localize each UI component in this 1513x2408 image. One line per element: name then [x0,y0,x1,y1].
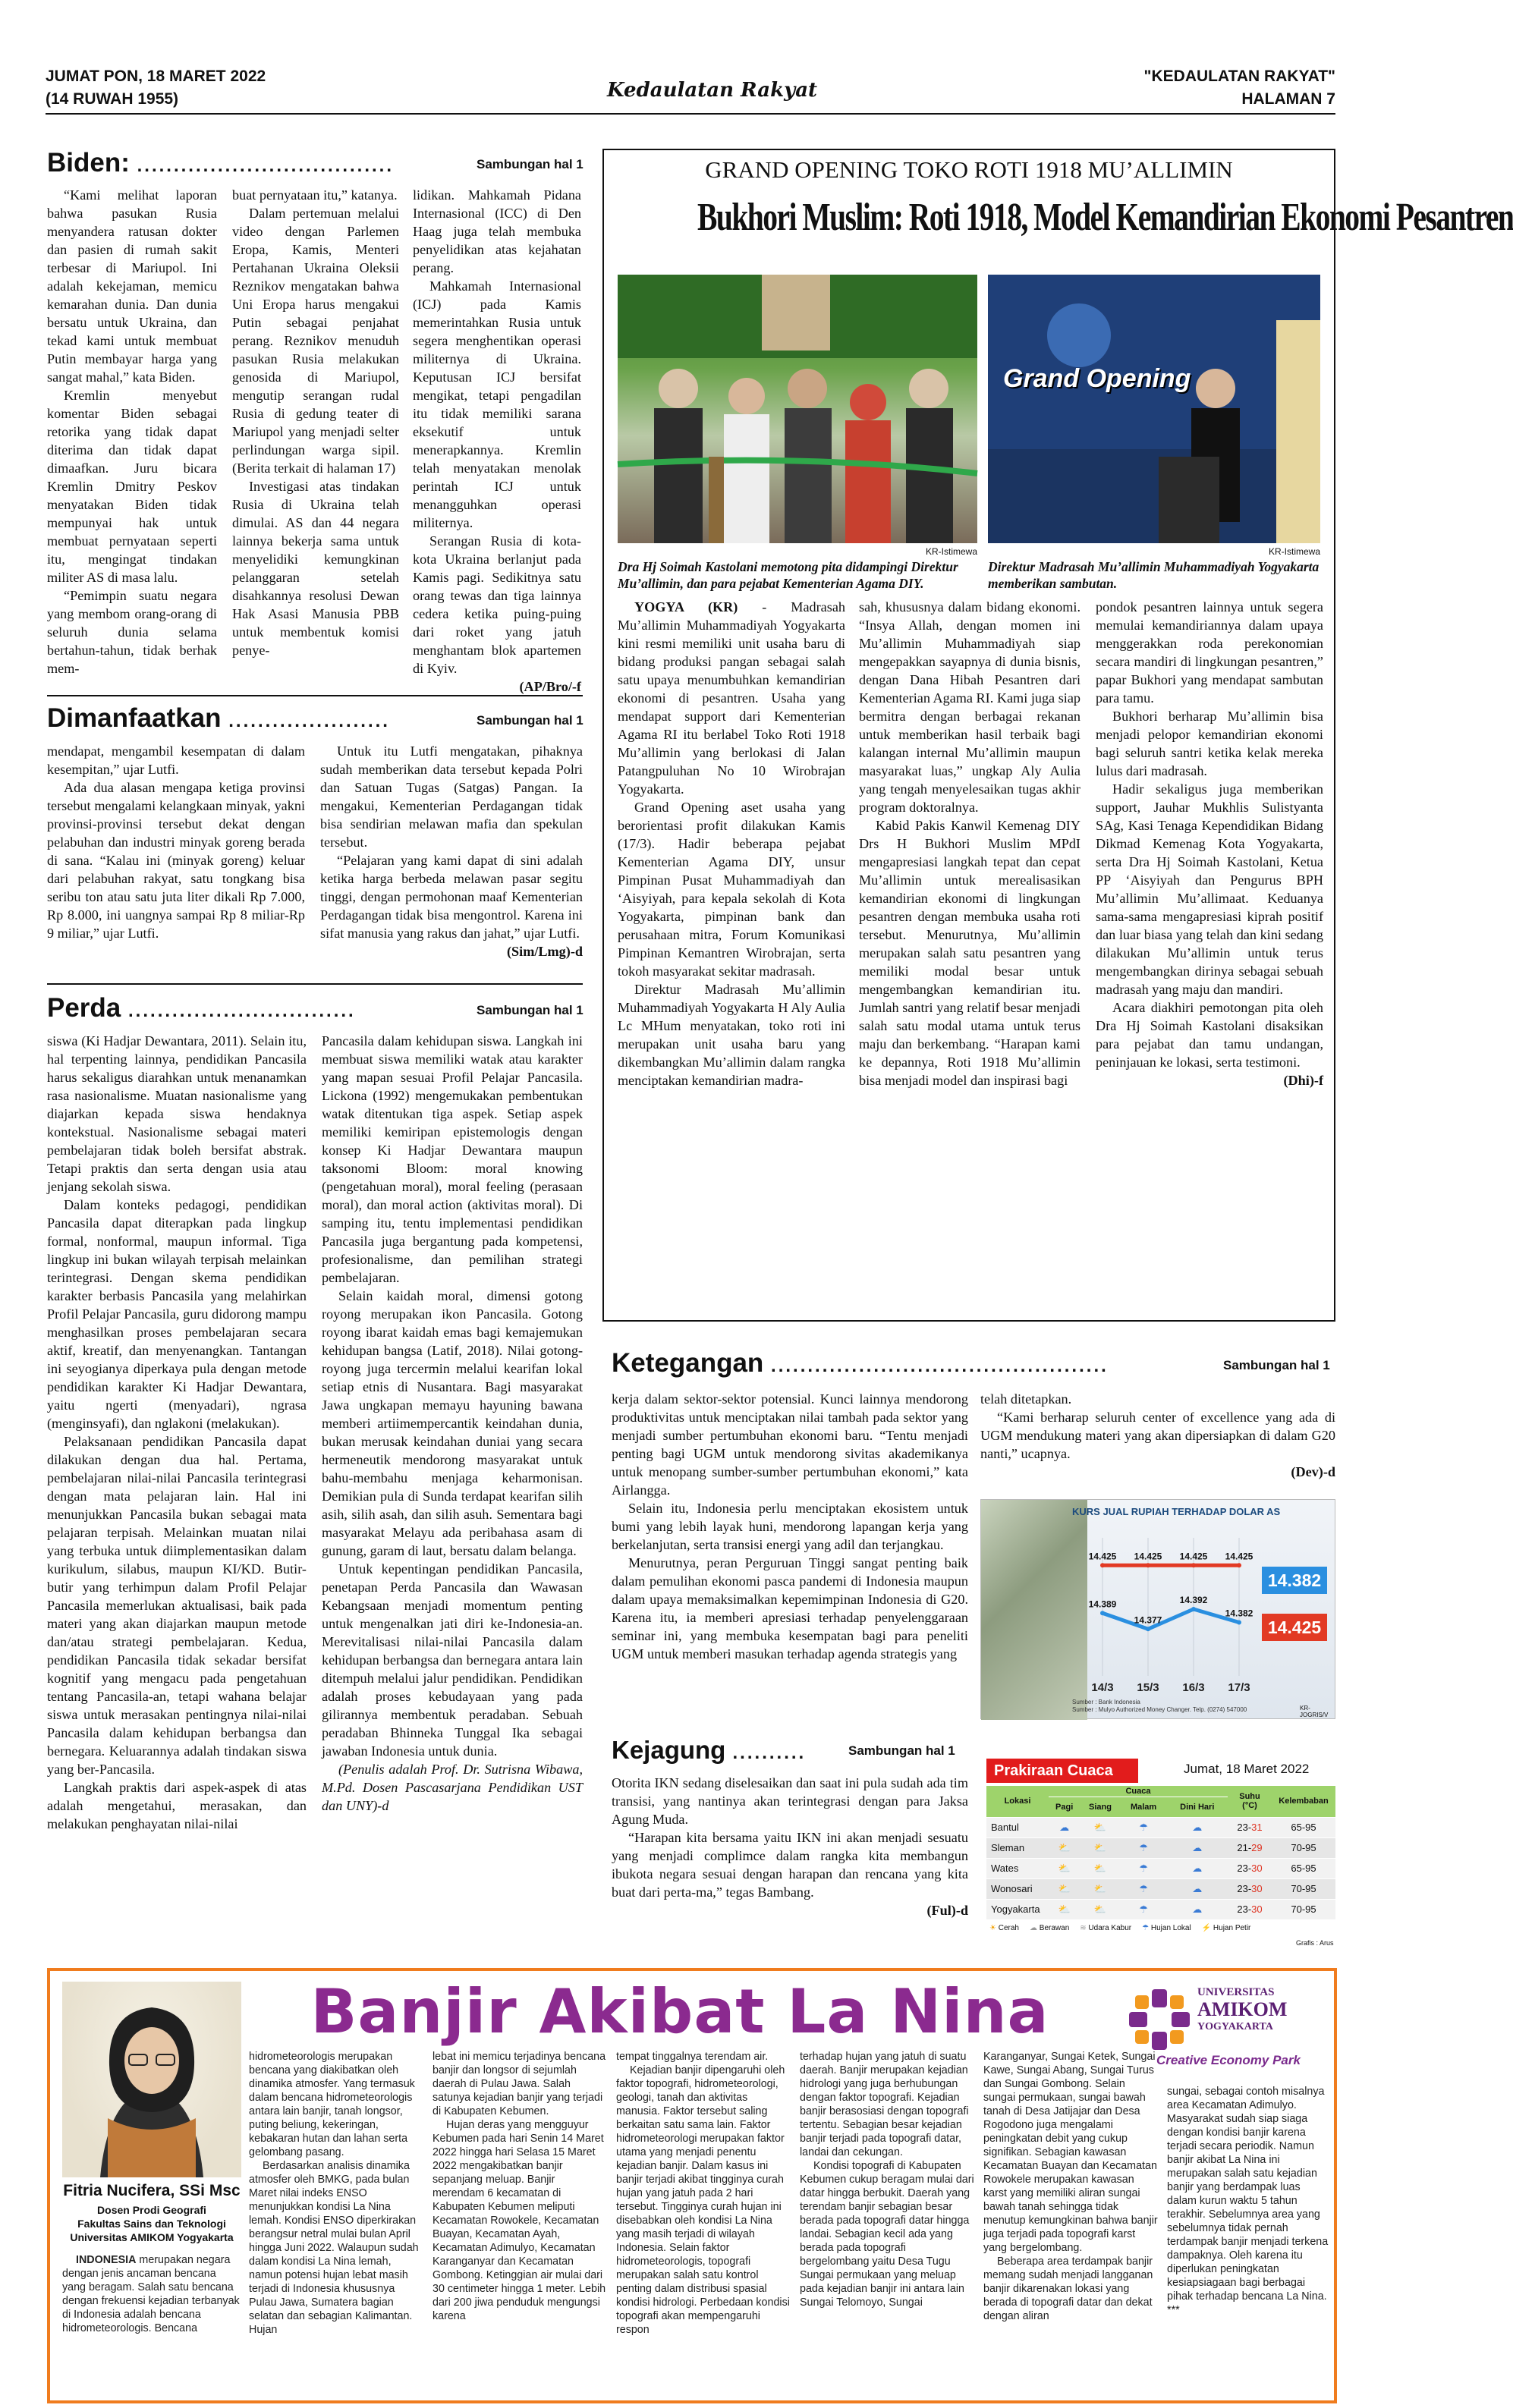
legend-berawan: ☁ Berawan [1030,1924,1070,1932]
biden-col-1 [47,186,217,690]
logo-tagline: Creative Economy Park [1156,2053,1301,2067]
paragraph: “Harapan kita bersama yaitu IKN ini akan menjadi sesuatu yang menjadi complimce dalam rangka kita membangun ibukota negara sesuai dengan harapan dan rencana yang kita buat dari perta-ma,” tegas Bambang. [612,1830,968,1900]
mc-rate-badge: 14.425 [1262,1614,1327,1641]
weather-icon: ☁ [1167,1837,1228,1858]
edition-date: JUMAT PON, 18 MARET 2022 [46,68,266,85]
header-dini: Dini Hari [1167,1797,1228,1817]
weather-icon: ⛅ [1080,1837,1120,1858]
weather-legend [989,1924,1250,1932]
weather-temp: 23-30 [1228,1878,1272,1899]
paragraph: Kejadian banjir dipengaruhi oleh faktor topografi, hidrometeorologi, geologi, tanah dan aktivitas manusia. Faktor tersebut saling berkaitan satu sama lain. Faktor hidrometeorologi merupakan faktor utama yang menjadi penentu kejadian banjir. Dalam kasus ini banjir terjadi akibat tingginya curah hujan yang jatuh pada 2 hari tersebut. Tingginya curah hujan ini disebabkan oleh kondisi La Nina yang masih terjadi di wilayah Indonesia. Selain faktor hidrometeorologis, topografi merupakan salah satu kontrol penting dalam distribusi spasial kondisi hidrologi. Perbedaan kondisi topografi akan mempengaruhi respon [616,2064,790,2336]
paragraph: siswa (Ki Hadjar Dewantara, 2011). Selain itu, hal terpenting lainnya, pendidikan Pancasila harus sekaligus diarahkan untuk menanamkan rasa nasionalisme. Muatan nasionalisme yang diajarkan kepada siswa hendaknya kontekstual. Nasionalisme sebagai materi pembelajaran tidak boleh bersifat abstrak. Tetapi praktis dan serta dengan usia atau jenjang sekolah siswa. [47,1033,307,1194]
byline-code: (Dhi)-f [1283,1073,1323,1088]
rain-icon: ☂ [1142,1924,1150,1932]
paragraph: Hadir sekaligus juga memberikan support, Jauhar Mukhlis Sulistyanta SAg, Kasi Tenaga Kependidikan Bidang Dikmad Kemenag Kota Yogyakarta, serta Dra Hj Soimah Kastolani, Ketua PP ‘Aisyiyah dan Pengurus BPH Mu’allimin Mu’allimaat. Keduanya sama-sama mengapresiasi kiprah positif dan luar biasa yang telah dan kini sedang dilakukan Mu’allimin untuk terus mengembangkan dirinya sebagai sebuah madrasah yang maju dan mandiri. [1096,781,1323,997]
x-tick-label: 14/3 [1091,1681,1114,1694]
legend-hujan: ☂ Hujan Lokal [1142,1924,1191,1932]
photo2-caption: Direktur Madrasah Mu’allimin Muhammadiyah Yogyakarta memberikan sambutan. [988,559,1320,591]
paragraph: Langkah praktis dari aspek-aspek di atas adalah mengetahui, merasakan, dan melakukan penghayatan nilai-nilai [47,1780,307,1831]
paragraph: kerja dalam sektor-sektor potensial. Kunci lainnya mendorong produktivitas untuk menciptakan nilai tambah pada sektor yang menjadi sumber pertumbuhan ekonomi baru. “Tentu menjadi penting bagi UGM untuk mendorong sivitas akademikanya untuk menopang sumber-sumber pertumbuhan ekonomi,” kata Airlangga. [612,1391,968,1498]
legend-cerah: ☀ Cerah [989,1924,1019,1932]
weather-location: Wonosari [986,1878,1049,1899]
dateline: YOGYA (KR) [634,599,738,615]
paragraph: lebat ini memicu terjadinya bencana banjir dan longsor di sejumlah daerah di Pulau Jawa. Salah satunya kejadian banjir yang terjadi di Kabupaten Kebumen. [433,2051,606,2117]
banner-text: Grand Opening [1003,364,1191,393]
weather-humidity: 65-95 [1272,1858,1335,1878]
weather-location: Yogyakarta [986,1899,1049,1919]
kejagung-kicker: Kejagung .......... [612,1736,807,1764]
weather-location: Sleman [986,1837,1049,1858]
sun-icon: ☀ [989,1924,996,1932]
data-label: 14.389 [1088,1599,1117,1610]
perda-col-1 [47,1032,307,1909]
dimanfaatkan-col-1 [47,742,305,970]
masthead-logo: Kedaulatan Rakyat [607,79,818,102]
author-affiliation [62,2203,241,2244]
weather-icon: ☁ [1167,1899,1228,1919]
header-malam: Malam [1121,1797,1167,1817]
weather-icon: ☂ [1121,1837,1167,1858]
header-cuaca: Cuaca [1049,1786,1228,1797]
paragraph: Beberapa area terdampak banjir memang sudah menjadi langganan banjir dikarenakan lokasi yang berada di topografi datar dan dekat dengan aliran [983,2256,1153,2322]
paragraph: Karanganyar, Sungai Ketek, Sungai Kawe, Sungai Abang, Sungai Turus dan Sungai Gombong. Selain sungai permukaan, sungai bawah tanah di Desa Jatijajar dan Desa Rogodono juga mengalami peningkatan debit yang cukup signifikan. Sebagian kawasan Kecamatan Buayan dan Kecamatan Rowokele merupakan kawasan karst yang memiliki aliran sungai bawah tanah sehingga tidak menutup kemungkinan bahwa banjir juga terjadi pada topografi karst yang bergelombang. [983,2051,1158,2254]
source-bi: Sumber : Bank Indonesia [1072,1699,1140,1705]
paragraph: Serangan Rusia di kota-kota Ukraina berlanjut pada Kamis pagi. Sedikitnya satu orang tewas dan tiga lainnya cedera ketika puing-puing dari roket yang jatuh menghantam blok apartemen di Kyiv. [413,533,581,676]
weather-icon: ☁ [1049,1817,1080,1837]
ad-intro [62,2253,241,2397]
data-label: 14.425 [1134,1551,1162,1562]
paragraph: terhadap hujan yang jatuh di suatu daerah. Banjir merupakan kejadian hidrologi yang juga berhubungan dengan faktor topografi. Kejadian banjir berasosiasi dengan topografi tertentu. Sebagian besar kejadian banjir terjadi pada topografi datar, landai dan cekungan. [800,2051,969,2158]
weather-icon: ⛅ [1049,1837,1080,1858]
paragraph [62,2253,241,2335]
ketegangan-sambungan: Sambungan hal 1 [1223,1358,1330,1372]
kurs-plot [981,1500,1336,1720]
byline-code: (AP/Bro/-f [519,679,581,694]
dimanfaatkan-sambungan: Sambungan hal 1 [477,713,583,728]
weather-humidity: 65-95 [1272,1817,1335,1837]
paragraph: Kremlin menyebut komentar Biden sebagai retorika yang tidak dapat diterima dan tidak dapat dimaafkan. Juru bicara Kremlin Dmitry Peskov menyatakan Biden tidak mempunyai hak untuk membuat pernyataan seperti itu, mengingat tindakan militer AS di masa lalu. [47,388,217,585]
ad-col-4 [800,2050,976,2399]
paragraph: tempat tinggalnya terendam air. [616,2051,769,2063]
kejagung-body [612,1774,968,1918]
paragraph: Investigasi atas tindakan Rusia di Ukraina telah dimulai. AS dan 44 negara lainnya bekerja sama untuk menyelidiki kemungkinan pelanggaran setelah disahkannya resolusi Dewan Hak Asasi Manusia PBB untuk membentuk komisi penye- [232,479,399,658]
author-portrait [62,1982,241,2177]
paragraph-text: merupakan negara dengan jenis ancaman bencana yang beragam. Salah satu bencana dengan frekuensi kejadian terbanyak di Indonesia adalah bencana hidrometeorologis. Bencana [62,2254,240,2334]
dropcap-word: INDONESIA [76,2254,137,2266]
ketegangan-col-2 [980,1390,1335,1496]
paragraph: Direktur Madrasah Mu’allimin Muhammadiyah Yogyakarta H Aly Aulia Lc MHum menyatakan, toko roti ini merupakan unit usaha baru yang dikembangkan Mu’allimin dalam rangka menciptakan kemandirian madra- [618,982,845,1088]
biden-kicker: Biden: ................................... [47,148,395,178]
x-tick-label: 17/3 [1228,1681,1250,1694]
paragraph: Acara diakhiri pemotongan pita oleh Dra Hj Soimah Kastolani disaksikan para pejabat dan tamu undangan, peninjauan ke lokasi, serta testimoni. [1096,1000,1323,1070]
data-label: 14.377 [1134,1614,1162,1626]
data-point [1100,1611,1105,1615]
paragraph: Pancasila dalam kehidupan siswa. Langkah ini membuat siswa memiliki watak atau karakter yang mapan sesuai Profil Pelajar Pancasila. Lickona (1992) mengemukakan pembentukan watak ditentukan tiga aspek. Setiap aspek memiliki kemiripan epistemologis dengan konsep Ki Hadjar Dewantara maupun taksonomi Bloom: moral knowing (pengetahuan moral), moral feeling (perasaan moral), dan moral action (aktivitas moral). Di samping itu, tentu implementasi pendidikan Pancasila juga bergantung pada kompetensi, profesionalisme, dan pemilihan strategi pembelajaran. [322,1033,583,1285]
paragraph: hidrometeorologis merupakan bencana yang diakibatkan oleh dinamika atmosfer. Yang termasuk dalam bencana hidrometeorologis antara lain banjir, tanah longsor, puting beliung, kekeringan, kebakaran hutan dan lahan serta gelombang pasang. [249,2051,415,2158]
header-pagi: Pagi [1049,1797,1080,1817]
paragraph: Berdasarkan analisis dinamika atmosfer oleh BMKG, pada bulan Maret nilai indeks ENSO menunjukkan kondisi La Nina lemah. Kondisi ENSO diperkirakan berangsur netral mulai bulan April hingga Juni 2022. Walaupun sudah dalam kondisi La Nina lemah, namun potensi hujan lebat masih terjadi di Indonesia khususnya Pulau Jawa, Sumatera bagian selatan dan sebagian Kalimantan. Hujan [249,2160,419,2336]
weather-icon: ⛅ [1049,1899,1080,1919]
data-label: 14.425 [1179,1551,1208,1562]
role-line: Dosen Prodi Geografi [97,2204,206,2216]
logo-line-1: UNIVERSITAS [1197,1986,1275,1998]
bi-rate-badge: 14.382 [1262,1567,1327,1594]
dimanfaatkan-kicker: Dimanfaatkan ...................... [47,703,390,733]
photo1-credit: KR-Istimewa [925,546,977,557]
series-line [1103,1609,1239,1629]
data-point [1146,1563,1150,1567]
advertorial-box [47,1968,1337,2403]
portrait-illustration [62,1982,241,2177]
header-suhu: Suhu (°C) [1228,1786,1272,1817]
paragraph: Ada dua alasan mengapa ketiga provinsi tersebut mengalami kelangkaan minyak, yakni provinsi-provinsi tersebut dekat dengan pelabuhan dan industri minyak goreng berada di sana. “Kalau ini (minyak goreng) keluar dari pelabuhan rakyat, satu tongkang bisa seribu ton atau satu juta liter dikali Rp 7.000, Rp 8.000, ini uangnya sampai Rp 8 miliar-Rp 9 miliar,” ujar Lutfi. [47,780,305,941]
data-point [1100,1563,1105,1567]
weather-title: Prakiraan Cuaca [986,1759,1138,1783]
weather-icon: ☂ [1121,1817,1167,1837]
cloud-icon: ☁ [1030,1924,1037,1932]
ad-col-6 [1167,2085,1329,2399]
weather-icon: ⛅ [1049,1858,1080,1878]
weather-widget [986,1759,1335,1938]
weather-table [986,1786,1335,1920]
paragraph: “Pelajaran yang kami dapat di sini adalah ketika harga berbeda melawan pasar segitu tinggi, dengan permohonan maaf Kementerian Perdagangan tidak bisa mengontrol. Karena ini sifat manusia yang rakus dan jahat,” ujar Lutfi. [320,853,583,941]
paragraph: Menurutnya, peran Perguruan Tinggi sangat penting baik dalam pemulihan ekonomi pasca pandemi di Indonesia maupun dalam upaya memaksimalkan kepemimpinan Indonesia di G20. Karena itu, ia memberi apresiasi terhadap penyelenggaraan seminar ini, yang membuka kesempatan bagi para peneliti UGM untuk memberi masukan terhadap agenda strategis yang [612,1555,968,1661]
logo-line-2: AMIKOM [1197,1998,1288,2020]
weather-icon: ⛅ [1080,1817,1120,1837]
paragraph: Kondisi topografi di Kabupaten Kebumen cukup beragam mulai dari datar hingga berbukit. Daerah yang terendam banjir sebagian besar berada pada topografi datar hingga landai. Sebagian kecil ada yang berada pada topografi bergelombang yaitu Desa Tugu Sungai permukaan yang meluap pada kejadian banjir ini antara lain Sungai Telomoyo, Sungai [800,2160,974,2309]
data-point [1191,1563,1196,1567]
weather-row [986,1878,1335,1899]
weather-row [986,1858,1335,1878]
ad-col-1 [249,2050,425,2399]
feature-col-1 [618,598,845,1312]
data-point [1237,1563,1241,1567]
weather-humidity: 70-95 [1272,1899,1335,1919]
legend-kabur: ≋ Udara Kabur [1080,1924,1132,1932]
author-note: (Penulis adalah Prof. Dr. Sutrisna Wibawa, M.Pd. Dosen Pascasarjana Pendidikan UST dan UNY)-d [322,1762,583,1813]
feature-headline: Bukhori Muslim: Roti 1918, Model Kemandirian Ekonomi Pesantren [697,196,1513,239]
paragraph: Selain kaidah moral, dimensi gotong royong merupakan ikon Pancasila. Gotong royong ibarat kaidah emas bagi kemajemukan kehidupan bangsa (Latif, 2018). Nilai gotong-royong juga tercermin melalui kearifan lokal setiap etnis di Nusantara. Bagi masyarakat Jawa ungkapan memayu hayuning bawana memberi artiimempercantik keindahan dunia, bukan merusak keindahan duniai yang secara hermeneutik mendorong masyarakat untuk bahu-membahu menjaga keharmonisan. Demikian pula di Sunda terdapat kearifan silih asih, silih asah, dan silih asuh. Sementara bagi masyarakat Melayu ada peribahasa asam di gunung, garam di laut, bersatu dalam belanga. [322,1288,583,1558]
ketegangan-col-1 [612,1390,968,1718]
feature-col-3 [1096,598,1323,1312]
data-point [1146,1627,1150,1631]
data-label: 14.425 [1225,1551,1253,1562]
data-label: 14.382 [1225,1608,1253,1619]
data-label: 14.392 [1179,1595,1208,1605]
dimanfaatkan-col-2 [320,742,583,970]
ad-col-2 [433,2050,609,2399]
biden-col-3 [413,186,581,717]
weather-temp: 21-29 [1228,1837,1272,1858]
paragraph: Dalam pertemuan melalui video dengan Parlemen Eropa, Kamis, Menteri Pertahanan Ukraina Oleksii Reznikov mengatakan bahwa Uni Eropa harus mengakui Putin sebagai penjahat perang. Reznikov menuduh pasukan Rusia melakukan genosida di Mariupol, mengutip serangan rudal Rusia di gedung teater di Mariupol yang menjadi selter perlindungan warga sipil. (Berita terkait di halaman 17) [232,206,399,476]
perda-kicker: Perda ............................... [47,993,356,1023]
paragraph: Grand Opening aset usaha yang berorientasi profit dilakukan Kamis (17/3). Hadir beberapa pejabat Kementerian Agama DIY, unsur Pimpinan Pusat Muhammadiyah dan ‘Aisyiyah, para kepala sekolah di Kota Yogyakarta, pimpinan bank dan perusahaan mitra, Forum Komunikasi Pimpinan Kemantren Wirobrajan, serta tokoh masyarakat sekitar madrasah. [618,800,845,979]
page-number: HALAMAN 7 [1241,90,1335,108]
paragraph: mendapat, mengambil kesempatan di dalam kesempitan,” ujar Lutfi. [47,743,305,777]
paragraph: Bukhori berharap Mu’allimin bisa menjadi pelopor kemandirian ekonomi bagi seluruh santri ketika kelak mereka lulus dari madrasah. [1096,709,1323,778]
role-line: Universitas AMIKOM Yogyakarta [70,2231,234,2243]
paragraph: buat pernyataan itu,” katanya. [232,187,398,203]
header-lokasi: Lokasi [986,1786,1049,1817]
weather-temp: 23-30 [1228,1858,1272,1878]
section-rule [47,695,583,696]
ad-col-3 [616,2050,792,2399]
byline-code: (Ful)-d [926,1903,968,1918]
weather-icon: ☁ [1167,1817,1228,1837]
kurs-chart [980,1499,1335,1719]
hijri-date: (14 RUWAH 1955) [46,90,179,108]
chart-credit: KR-JOGRIS/V [1300,1705,1329,1718]
kejagung-sambungan: Sambungan hal 1 [848,1743,955,1758]
author-name: Fitria Nucifera, SSi Msc [63,2182,241,2199]
weather-rows [986,1817,1335,1919]
chart-title: KURS JUAL RUPIAH TERHADAP DOLAR AS [1072,1506,1281,1517]
weather-temp: 23-31 [1228,1817,1272,1837]
x-tick-label: 15/3 [1137,1681,1159,1694]
paragraph: Hujan deras yang mengguyur Kebumen pada hari Senin 14 Maret 2022 hingga hari Selasa 15 Maret 2022 mengakibatkan banjir sepanjang meluap. Banjir merendam 6 kecamatan di Kabupaten Kebumen meliputi Kecamatan Rowokele, Kecamatan Buayan, Kecamatan Ayah, Kecamatan Adimulyo, Kecamatan Karanganyar dan Kecamatan Gombong. Ketinggian air mulai dari 30 centimeter hingga 1 meter. Lebih dari 200 jiwa penduduk mengungsi karena [433,2119,606,2322]
weather-icon: ⛅ [1080,1878,1120,1899]
paragraph [618,598,845,798]
perda-col-2 [322,1032,583,1909]
byline-code: (Dev)-d [1291,1464,1335,1479]
weather-icon: ☁ [1167,1878,1228,1899]
header-siang: Siang [1080,1797,1120,1817]
weather-icon: ☂ [1121,1899,1167,1919]
paragraph: Untuk itu Lutfi mengatakan, pihaknya sudah memberikan data tersebut kepada Polri dan Satuan Tugas (Satgas) Pangan. Ia mengakui, Kementerian Perdagangan tidak bisa sendirian melawan mafia dan spekulan tersebut. [320,743,583,850]
weather-row [986,1837,1335,1858]
weather-row [986,1817,1335,1837]
paragraph: telah ditetapkan. [980,1391,1072,1407]
photo2-credit: KR-Istimewa [1268,546,1320,557]
weather-temp: 23-30 [1228,1899,1272,1919]
speech-photo [988,275,1320,543]
paragraph: Dalam konteks pedagogi, pendidikan Pancasila dapat diterapkan pada lingkup formal, nonformal, maupun informal. Tiga lingkup ini bukan wilayah terpisah melainkan terintegrasi. Dengan skema pendidikan karakter berbasis Pancasila yang melahirkan Profil Pelajar Pancasila, guru didorong mampu menghasilkan proses pembelajaran secara aktif, kreatif, dan menyenangkan. Tantangan ini seyogianya diperkaya pula dengan metode pendidikan karakter Ki Hadjar Dewantara, yaitu ngerti (menyadari), ngrasa (menginsyafi), dan nglakoni (melakukan). [47,1197,307,1431]
legend-petir: ⚡ Hujan Petir [1201,1924,1251,1932]
data-point [1191,1607,1196,1611]
biden-col-2 [232,186,399,690]
data-point [1237,1621,1241,1625]
paragraph: “Pemimpin suatu negara yang membom orang-orang di seluruh dunia selama bertahun-tahun, tidak berhak mem- [47,588,217,676]
paragraph: Selain itu, Indonesia perlu menciptakan ekosistem untuk bumi yang lebih layak huni, mendorong lapangan kerja yang berkelanjutan, serta transisi energi yang adil dan terjangkau. [612,1501,968,1552]
paragraph: Pelaksanaan pendidikan Pancasila dapat dilakukan dengan dua hal. Pertama, pembelajaran nilai-nilai Pancasila terintegrasi dengan mata pelajaran lain. Hal ini menunjukkan Pancasila bukan sebagai mata pelajaran terpisah. Melainkan muatan nilai yang terbuka untuk diimplementasikan dalam kurikulum, silabus, maupun KI/KD. Butir-butir yang terhimpun dalam Profil Pelajar Pancasila memerlukan aktualisasi, baik pada materi yang akan diajarkan maupun metode dan/atau strategi pembelajaran. Kedua, pendidikan Pancasila tidak sekadar bersifat kognitif yang mengacu pada pengetahuan tentang Pancasila-an, tetapi wahana belajar siswa untuk merasakan pentingnya nilai-nilai Pancasila dalam kehidupan berbangsa dan bernegara. Keluarannya adalah tindakan siswa yang ber-Pancasila. [47,1434,307,1777]
section-rule [47,983,583,985]
amikom-emblem-icon [1126,1986,1193,2053]
weather-credit: Grafis : Arus [1296,1939,1334,1947]
weather-icon: ⛅ [1080,1899,1120,1919]
weather-humidity: 70-95 [1272,1837,1335,1858]
paragraph: “Kami melihat laporan bahwa pasukan Rusia menyandera ratusan dokter dan pasien di rumah sakit terbesar di Mariupol. Ini adalah kekejaman, memicu kemarahan dunia. Dan dunia bersatu untuk Ukraina, dan tekad kami untuk membuat Putin membayar harga yang sangat mahal,” kata Biden. [47,187,217,385]
paragraph: pondok pesantren lainnya untuk segera memulai kemandiriannya dalam upaya menggerakkan roda perekonomian secara mandiri di lingkungan pesantren,” papar Bukhori yang mendapat sambutan para tamu. [1096,599,1323,706]
weather-location: Bantul [986,1817,1049,1837]
ribbon-cutting-photo [618,275,977,543]
byline-code: (Sim/Lmg)-d [506,944,583,959]
perda-sambungan: Sambungan hal 1 [477,1003,583,1017]
header-rule [46,113,1335,115]
paragraph: Untuk kepentingan pendidikan Pancasila, penetapan Perda Pancasila dan Wawasan Kebangsaan menjadi momentum penting untuk mengenalkan jati diri ke-Indonesia-an. Merevitalisasi nilai-nilai Pancasila dalam kehidupan berbangsa dan bernegara antara lain ditempuh melalui jalur pendidikan. Pendidikan adalah proses kebudayaan yang pada gilirannya membentuk peradaban. Sebuah peradaban Bhinneka Tunggal Ika sebagai jawaban Indonesia untuk dunia. [322,1561,583,1759]
paragraph: “Kami berharap seluruh center of excellence yang ada di UGM mendukung materi yang akan dipersiapkan di dalam G20 nanti,” ucapnya. [980,1410,1335,1461]
weather-row [986,1899,1335,1919]
paragraph: sungai, sebagai contoh misalnya area Kecamatan Adimulyo. Masyarakat sudah siap siaga dengan kondisi banjir karena terjadi secara periodik. Namun banjir akibat La Nina ini merupakan salah satu kejadian banjir yang berdampak luas dalam kurun waktu 5 tahun terakhir. Sebelumnya area yang sebelumnya tidak pernah terdampak banjir menjadi terkena dampaknya. Oleh karena itu diperlukan peningkatan kesiapsiagaan bagi berbagai pihak terhadap bencana La Nina. *** [1167,2086,1329,2316]
weather-icon: ⛅ [1049,1878,1080,1899]
paragraph: Otorita IKN sedang diselesaikan dan saat ini pula sudah ada tim transisi, yang nantinya akan terintegrasi dengan para Jaksa Agung Muda. [612,1775,968,1827]
speech-illustration [988,275,1320,543]
thunder-icon: ⚡ [1201,1924,1212,1932]
weather-icon: ☁ [1167,1858,1228,1878]
source-mc: Sumber : Mulyo Authorized Money Changer. Telp. (0274) 547000 [1072,1706,1247,1713]
ad-title: Banjir Akibat La Nina [310,1976,1049,2047]
weather-date: Jumat, 18 Maret 2022 [1184,1762,1310,1776]
paragraph: lidikan. Mahkamah Pidana Internasional (ICC) di Den Haag juga telah membuka penyelidikan atas kejahatan perang. [413,187,581,275]
ad-col-5 [983,2050,1159,2399]
x-tick-label: 16/3 [1182,1681,1205,1694]
paragraph: Mahkamah Internasional (ICJ) pada Kamis memerintahkan Rusia untuk segera menghentikan operasi militernya di Ukraina. Keputusan ICJ bersifat mengikat, tetapi pengadilan itu tidak memiliki sarana eksekutif untuk menerapkannya. Kremlin telah menyatakan menolak perintah ICJ untuk menangguhkan operasi militernya. [413,278,581,530]
chart-sources [1072,1699,1247,1714]
weather-icon: ☂ [1121,1858,1167,1878]
data-label: 14.425 [1088,1551,1117,1562]
feature-col-2 [859,598,1080,1312]
weather-humidity: 70-95 [1272,1878,1335,1899]
paper-name: "KEDAULATAN RAKYAT" [1143,68,1335,85]
role-line: Fakultas Sains dan Teknologi [77,2218,226,2230]
header-kelembaban: Kelembaban [1272,1786,1335,1817]
haze-icon: ≋ [1080,1924,1087,1932]
weather-location: Wates [986,1858,1049,1878]
logo-line-3: YOGYAKARTA [1197,2021,1273,2032]
ketegangan-kicker: Ketegangan .............................................. [612,1348,1109,1378]
paragraph-text: - Madrasah Mu’allimin Muhammadiyah Yogyakarta kini resmi memiliki unit usaha baru di bidang produksi pangan sebagai salah satu upaya menumbuhkan kemandirian ekonomi di pesantren. Usaha yang mendapat support dari Kementerian Agama RI itu berlabel Toko Roti 1918 Mu’allimin yang berlokasi di Jalan Patangpuluhan No 10 Wirobrajan Yogyakarta. [618,599,845,797]
biden-sambungan: Sambungan hal 1 [477,157,583,171]
paragraph: sah, khususnya dalam bidang ekonomi. “Insya Allah, dengan momen ini Mu’allimin Muhammadiyah siap mengepakkan sayapnya di dunia bisnis, dengan Dana Hibah Pesantren dari Kementerian Agama RI. Kami juga siap bermitra dengan berbagai rekanan untuk memberikan hasil terbaik bagi kalangan internal Mu’allimin maupun masyarakat luas,” ungkap Aly Aulia yang tengah menyelesaikan tugas akhir program doktoralnya. [859,599,1080,815]
weather-icon: ⛅ [1080,1858,1120,1878]
ribbon-cutting-illustration [618,275,977,543]
paragraph: Kabid Pakis Kanwil Kemenag DIY Drs H Bukhori Muslim MPdI mengapresiasi langkah tepat dan cepat Mu’allimin untuk merealisasikan kemandirian ekonomi di lingkungan pesantren dengan membuka usaha roti tersebut. Menurutnya, Mu’allimin merupakan salah satu pesantren yang memiliki modal besar untuk mengembangkan kemandirian itu. Jumlah santri yang relatif besar menjadi salah satu modal utama untuk terus maju dan berkembang. “Harapan kami ke depannya, Roti 1918 Mu’allimin bisa menjadi model dan inspirasi bagi [859,818,1080,1088]
photo1-caption: Dra Hj Soimah Kastolani memotong pita didampingi Direktur Mu’allimin, dan para pejabat Kementerian Agama DIY. [618,559,958,591]
feature-kicker: GRAND OPENING TOKO ROTI 1918 MU’ALLIMIN [705,156,1233,183]
weather-icon: ☂ [1121,1878,1167,1899]
